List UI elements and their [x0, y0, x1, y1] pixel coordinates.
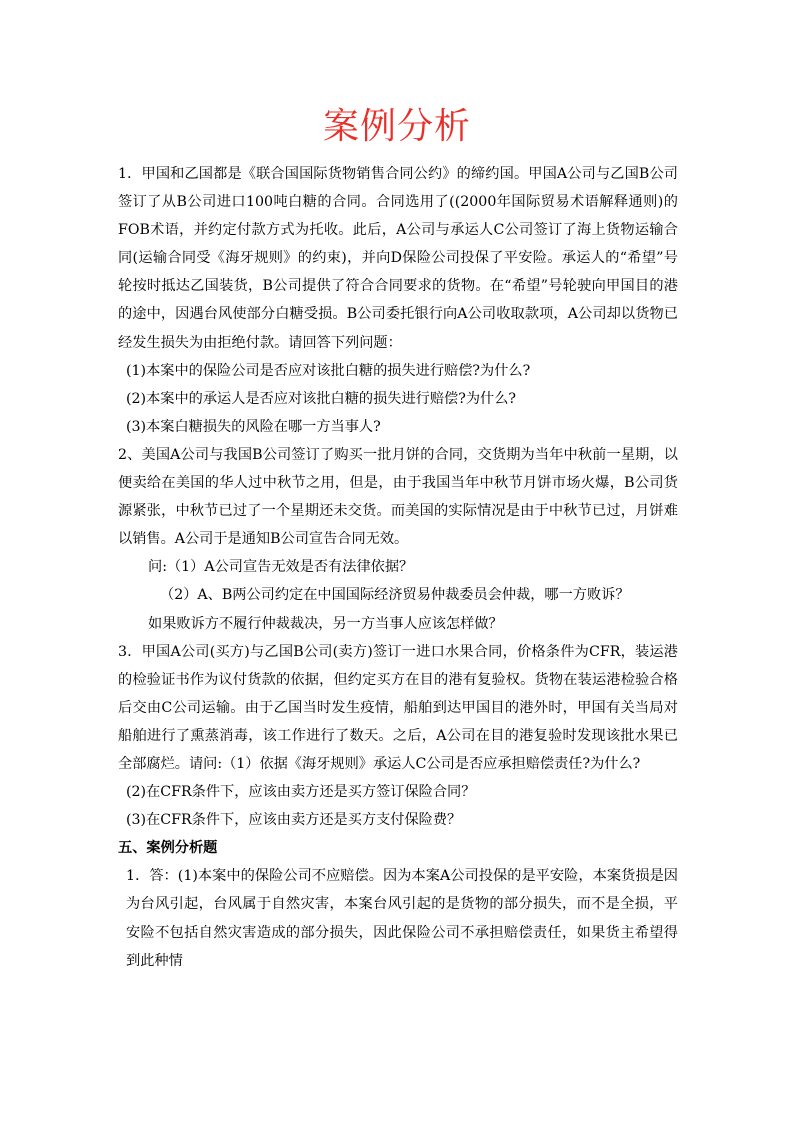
case1-question-1: (1)本案中的保险公司是否应对该批白糖的损失进行赔偿?为什么? [126, 362, 531, 379]
case1-question-3: (3)本案白糖损失的风险在哪一方当事人? [126, 418, 381, 435]
case2-paragraph: 2、美国A公司与我国B公司签订了购买一批月饼的合同，交货期为当年中秋前一星期，以便卖给在美国的华人过中秋节之用，但是，由于我国当年中秋节月饼市场火爆，B公司货源紧张，中秋节已过了一个星期还未交货。而美国的实际情况是由于中秋节已过，月饼难以销售。A公司于是通知B公司宣告合同无效。 [118, 446, 678, 548]
case3-question-2: (2)在CFR条件下，应该由卖方还是买方签订保险合同？ [126, 784, 476, 801]
case2-question-3: 如果败诉方不履行仲裁裁决，另一方当事人应该怎样做？ [148, 615, 503, 632]
answer-1-paragraph: 1．答：(1)本案中的保险公司不应赔偿。因为本案A公司投保的是平安险，本案货损是因为台风引起，台风属于自然灾害，本案台风引起的是货物的部分损失，而不是全损，平安险不包括自然灾害造成的部分损失，因此保险公司不承担赔偿责任，如果货主希望得到此种情 [126, 868, 678, 969]
section-heading: 五、案例分析题 [118, 840, 218, 857]
case3-paragraph: 3．甲国A公司(买方)与乙国B公司(卖方)签订一进口水果合同，价格条件为CFR，装运港的检验证书作为议付货款的依据，但约定买方在目的港有复验权。货物在装运港检验合格后交由C公司运输。由于乙国当时发生疫情，船舶到达甲国目的港外时，甲国有关当局对船舶进行了熏蒸消毒，该工作进行了数天。之后，A公司在目的港复验时发现该批水果已全部腐烂。请问:（1）依据《海牙规则》承运人C公司是否应承担赔偿责任?为什么? [118, 643, 678, 772]
case2-question-2: （2）A、B两公司约定在中国国际经济贸易仲裁委员会仲裁，哪一方败诉？ [160, 587, 630, 604]
case3-question-3: (3)在CFR条件下，应该由卖方还是买方支付保险费？ [126, 812, 462, 829]
page-title: 案例分析 [322, 106, 471, 147]
document-body [118, 160, 678, 975]
case1-paragraph: 1．甲国和乙国都是《联合国国际货物销售合同公约》的缔约国。甲国A公司与乙国B公司签订了从B公司进口100吨白糖的合同。合同选用了((2000年国际贸易术语解释通则)的FOB术语，并约定付款方式为托收。此后，A公司与承运人C公司签订了海上货物运输合同(运输合同受《海牙规则》的约束)，并向D保险公司投保了平安险。承运人的“希望”号轮按时抵达乙国装货，B公司提供了符合合同要求的货物。在“希望”号轮驶向甲国目的港的途中，因遇台风使部分白糖受损。B公司委托银行向A公司收取款项，A公司却以货物已经发生损失为由拒绝付款。请回答下列问题： [118, 166, 678, 351]
case2-question-1: 问:（1）A公司宣告无效是否有法律依据？ [148, 559, 414, 576]
case1-question-2: (2)本案中的承运人是否应对该批白糖的损失进行赔偿?为什么? [126, 390, 516, 407]
